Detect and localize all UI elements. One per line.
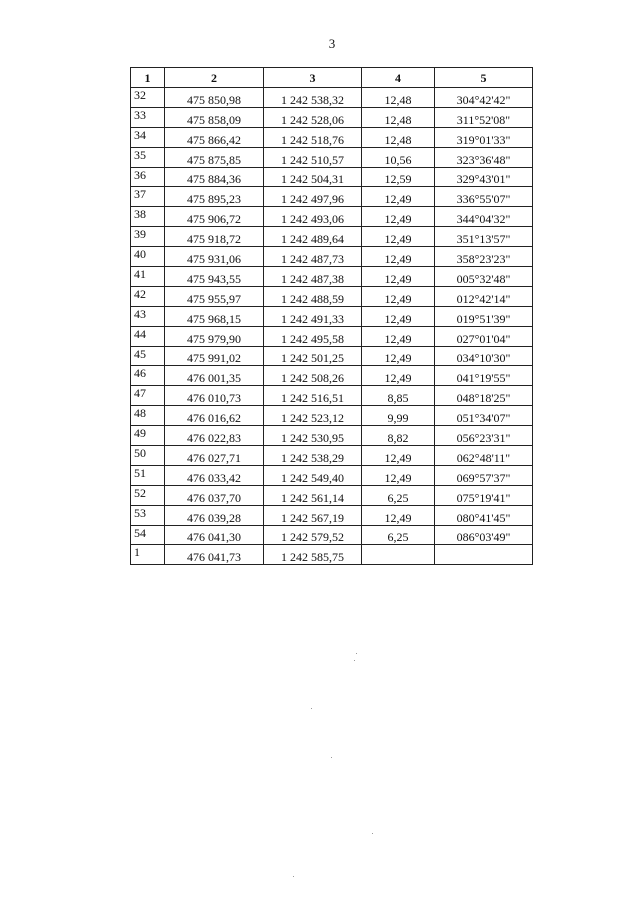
table-row (131, 127, 533, 147)
column-header-y: 3 (264, 68, 362, 88)
cell-length: 12,49 (362, 267, 435, 287)
cell-y-coordinate: 1 242 518,76 (264, 127, 362, 147)
cell-x-coordinate: 475 968,15 (165, 306, 264, 326)
cell-y-coordinate: 1 242 579,52 (264, 525, 362, 545)
cell-point-number: 41 (131, 267, 165, 287)
cell-direction-angle: 080°41'45" (435, 505, 533, 525)
cell-y-coordinate: 1 242 530,95 (264, 426, 362, 446)
cell-direction-angle: 019°51'39" (435, 306, 533, 326)
table-row (131, 267, 533, 287)
cell-y-coordinate: 1 242 585,75 (264, 545, 362, 565)
cell-point-number: 48 (131, 406, 165, 426)
cell-length: 12,49 (362, 286, 435, 306)
cell-x-coordinate: 475 884,36 (165, 167, 264, 187)
table-row (131, 366, 533, 386)
cell-y-coordinate: 1 242 508,26 (264, 366, 362, 386)
table-row (131, 207, 533, 227)
cell-point-number: 42 (131, 286, 165, 306)
cell-direction-angle: 358°23'23" (435, 247, 533, 267)
column-header-angle: 5 (435, 68, 533, 88)
cell-length: 8,82 (362, 426, 435, 446)
cell-point-number: 50 (131, 446, 165, 466)
cell-direction-angle: 048°18'25" (435, 386, 533, 406)
cell-point-number: 37 (131, 187, 165, 207)
cell-point-number: 52 (131, 485, 165, 505)
cell-x-coordinate: 475 918,72 (165, 227, 264, 247)
cell-length: 12,49 (362, 227, 435, 247)
cell-point-number: 1 (131, 545, 165, 565)
cell-point-number: 40 (131, 247, 165, 267)
cell-point-number: 33 (131, 107, 165, 127)
cell-length: 12,49 (362, 306, 435, 326)
cell-point-number: 36 (131, 167, 165, 187)
cell-y-coordinate: 1 242 487,38 (264, 267, 362, 287)
cell-direction-angle: 012°42'14" (435, 286, 533, 306)
cell-length (362, 545, 435, 565)
cell-x-coordinate: 476 033,42 (165, 465, 264, 485)
cell-length: 6,25 (362, 525, 435, 545)
table-row (131, 167, 533, 187)
cell-point-number: 39 (131, 227, 165, 247)
table-row (131, 406, 533, 426)
column-header-length: 4 (362, 68, 435, 88)
cell-x-coordinate: 475 850,98 (165, 88, 264, 108)
cell-direction-angle: 344°04'32" (435, 207, 533, 227)
cell-length: 12,49 (362, 346, 435, 366)
cell-length: 8,85 (362, 386, 435, 406)
table-row (131, 286, 533, 306)
cell-length: 12,49 (362, 326, 435, 346)
cell-x-coordinate: 475 875,85 (165, 147, 264, 167)
cell-y-coordinate: 1 242 504,31 (264, 167, 362, 187)
cell-y-coordinate: 1 242 491,33 (264, 306, 362, 326)
cell-direction-angle: 319°01'33" (435, 127, 533, 147)
cell-direction-angle: 051°34'07" (435, 406, 533, 426)
cell-direction-angle: 311°52'08" (435, 107, 533, 127)
cell-y-coordinate: 1 242 497,96 (264, 187, 362, 207)
cell-point-number: 54 (131, 525, 165, 545)
cell-y-coordinate: 1 242 493,06 (264, 207, 362, 227)
cell-length: 10,56 (362, 147, 435, 167)
cell-direction-angle: 323°36'48" (435, 147, 533, 167)
cell-x-coordinate: 475 895,23 (165, 187, 264, 207)
cell-y-coordinate: 1 242 488,59 (264, 286, 362, 306)
cell-direction-angle: 351°13'57" (435, 227, 533, 247)
cell-point-number: 46 (131, 366, 165, 386)
table-row (131, 446, 533, 466)
table-row (131, 545, 533, 565)
table-row (131, 485, 533, 505)
table-body (131, 88, 533, 565)
cell-direction-angle: 005°32'48" (435, 267, 533, 287)
cell-direction-angle (435, 545, 533, 565)
table-row (131, 346, 533, 366)
cell-x-coordinate: 476 041,30 (165, 525, 264, 545)
cell-length: 12,48 (362, 88, 435, 108)
table-row (131, 88, 533, 108)
table-row (131, 326, 533, 346)
table-row (131, 465, 533, 485)
cell-y-coordinate: 1 242 561,14 (264, 485, 362, 505)
cell-direction-angle: 027°01'04" (435, 326, 533, 346)
column-header-point: 1 (131, 68, 165, 88)
cell-y-coordinate: 1 242 489,64 (264, 227, 362, 247)
page-number: 3 (328, 36, 336, 51)
table-row (131, 525, 533, 545)
cell-point-number: 43 (131, 306, 165, 326)
cell-point-number: 38 (131, 207, 165, 227)
cell-length: 12,49 (362, 465, 435, 485)
cell-length: 12,49 (362, 207, 435, 227)
cell-point-number: 53 (131, 505, 165, 525)
cell-y-coordinate: 1 242 538,32 (264, 88, 362, 108)
cell-y-coordinate: 1 242 501,25 (264, 346, 362, 366)
cell-length: 12,49 (362, 187, 435, 207)
cell-y-coordinate: 1 242 516,51 (264, 386, 362, 406)
cell-x-coordinate: 475 906,72 (165, 207, 264, 227)
cell-direction-angle: 041°19'55" (435, 366, 533, 386)
cell-x-coordinate: 476 041,73 (165, 545, 264, 565)
cell-x-coordinate: 476 027,71 (165, 446, 264, 466)
cell-point-number: 32 (131, 88, 165, 108)
cell-x-coordinate: 476 037,70 (165, 485, 264, 505)
cell-x-coordinate: 476 039,28 (165, 505, 264, 525)
cell-x-coordinate: 475 979,90 (165, 326, 264, 346)
cell-y-coordinate: 1 242 523,12 (264, 406, 362, 426)
cell-y-coordinate: 1 242 567,19 (264, 505, 362, 525)
cell-direction-angle: 086°03'49" (435, 525, 533, 545)
table-row (131, 247, 533, 267)
cell-y-coordinate: 1 242 538,29 (264, 446, 362, 466)
cell-y-coordinate: 1 242 549,40 (264, 465, 362, 485)
cell-y-coordinate: 1 242 495,58 (264, 326, 362, 346)
cell-direction-angle: 304°42'42" (435, 88, 533, 108)
cell-direction-angle: 062°48'11" (435, 446, 533, 466)
cell-y-coordinate: 1 242 487,73 (264, 247, 362, 267)
cell-x-coordinate: 476 001,35 (165, 366, 264, 386)
cell-x-coordinate: 476 022,83 (165, 426, 264, 446)
cell-length: 12,59 (362, 167, 435, 187)
table-row (131, 187, 533, 207)
cell-point-number: 49 (131, 426, 165, 446)
column-header-x: 2 (165, 68, 264, 88)
cell-direction-angle: 329°43'01" (435, 167, 533, 187)
cell-length: 9,99 (362, 406, 435, 426)
cell-length: 12,49 (362, 366, 435, 386)
table-row (131, 426, 533, 446)
cell-x-coordinate: 475 931,06 (165, 247, 264, 267)
table-header-row (131, 68, 533, 88)
table-row (131, 107, 533, 127)
cell-length: 12,48 (362, 107, 435, 127)
coordinates-table (130, 67, 533, 565)
cell-x-coordinate: 475 866,42 (165, 127, 264, 147)
cell-point-number: 47 (131, 386, 165, 406)
cell-direction-angle: 336°55'07" (435, 187, 533, 207)
cell-point-number: 44 (131, 326, 165, 346)
cell-length: 6,25 (362, 485, 435, 505)
cell-x-coordinate: 475 991,02 (165, 346, 264, 366)
cell-y-coordinate: 1 242 510,57 (264, 147, 362, 167)
cell-x-coordinate: 475 943,55 (165, 267, 264, 287)
cell-point-number: 51 (131, 465, 165, 485)
cell-point-number: 45 (131, 346, 165, 366)
table-row (131, 505, 533, 525)
cell-y-coordinate: 1 242 528,06 (264, 107, 362, 127)
cell-length: 12,48 (362, 127, 435, 147)
cell-direction-angle: 034°10'30" (435, 346, 533, 366)
cell-direction-angle: 075°19'41" (435, 485, 533, 505)
table-row (131, 306, 533, 326)
cell-direction-angle: 056°23'31" (435, 426, 533, 446)
cell-length: 12,49 (362, 247, 435, 267)
table-row (131, 147, 533, 167)
cell-length: 12,49 (362, 505, 435, 525)
cell-point-number: 34 (131, 127, 165, 147)
cell-x-coordinate: 476 010,73 (165, 386, 264, 406)
cell-x-coordinate: 475 858,09 (165, 107, 264, 127)
cell-x-coordinate: 476 016,62 (165, 406, 264, 426)
cell-length: 12,49 (362, 446, 435, 466)
cell-direction-angle: 069°57'37" (435, 465, 533, 485)
table-row (131, 386, 533, 406)
cell-point-number: 35 (131, 147, 165, 167)
table-row (131, 227, 533, 247)
cell-x-coordinate: 475 955,97 (165, 286, 264, 306)
